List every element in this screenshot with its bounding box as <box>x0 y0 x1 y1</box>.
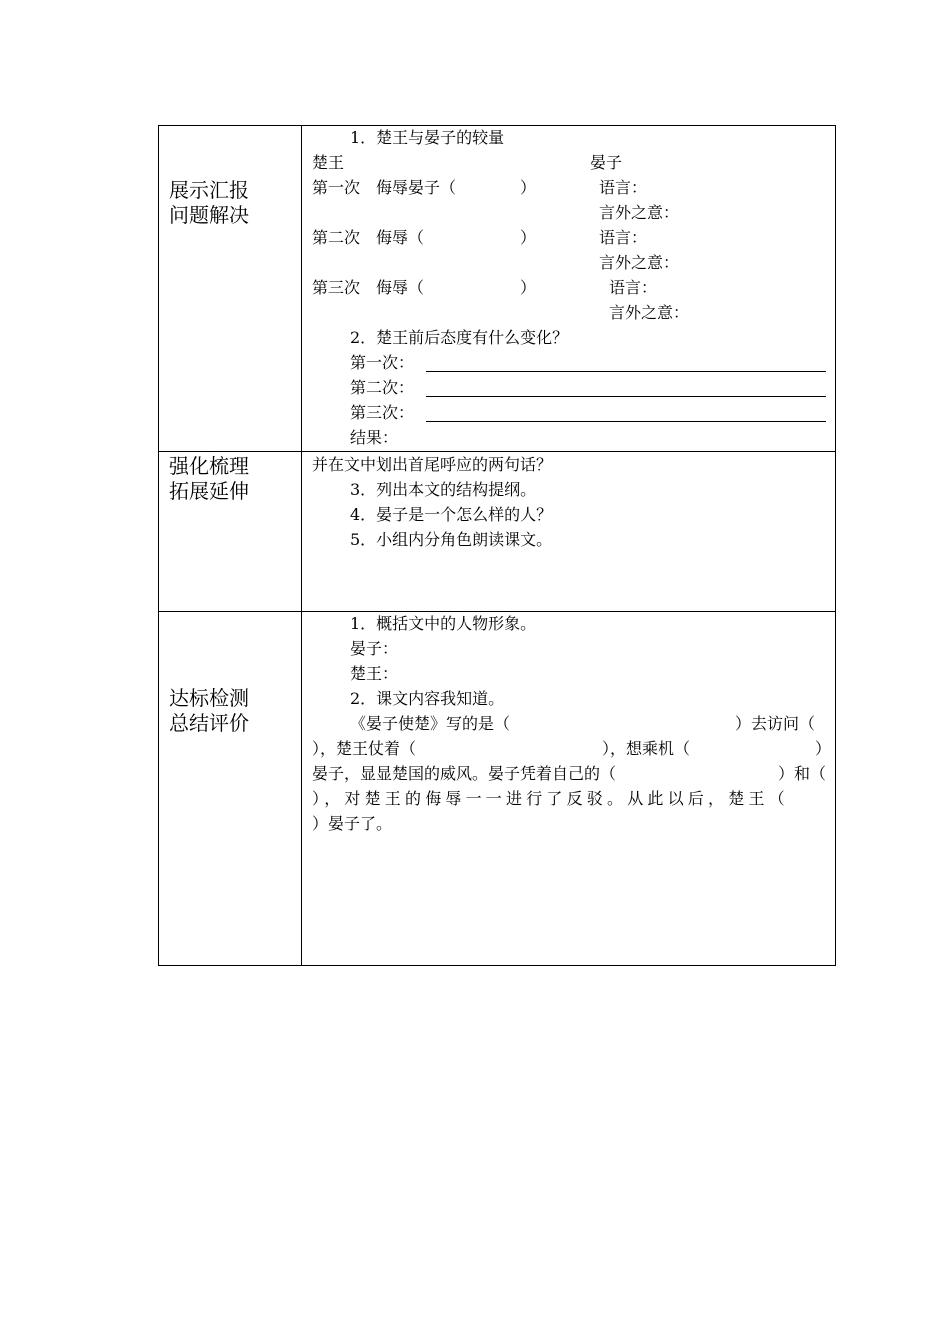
section-label-line: 总结评价 <box>169 711 249 735</box>
question-title: 1．楚王与晏子的较量 <box>350 128 505 147</box>
answer-line[interactable] <box>426 396 826 397</box>
section-label-cell <box>159 612 302 966</box>
character-yanzi-label: 晏子： <box>350 639 399 658</box>
response-speech-label: 语言： <box>609 278 658 297</box>
section-label-line: 展示汇报 <box>169 178 249 202</box>
task-line: 并在文中划出首尾呼应的两句话？ <box>312 455 553 474</box>
section-content <box>302 612 835 965</box>
attitude-result-label: 结果： <box>350 428 399 447</box>
section-label-line: 达标检测 <box>169 686 249 710</box>
response-meaning-label: 言外之意： <box>599 253 680 272</box>
section-content-cell <box>302 612 836 966</box>
attitude-third-label: 第三次： <box>350 403 415 422</box>
fill-blank-text: 晏子，显显楚国的威风。晏子凭着自己的（ <box>312 764 617 783</box>
response-meaning-label: 言外之意： <box>599 203 680 222</box>
section-label <box>159 686 301 736</box>
insult-round-3: 第三次 侮辱（ ） <box>312 278 537 297</box>
section-content <box>302 452 835 611</box>
task-line: 5．小组内分角色朗读课文。 <box>350 530 553 549</box>
insult-round-1: 第一次 侮辱晏子（ ） <box>312 178 537 197</box>
character-chu-king-label: 楚王： <box>350 664 399 683</box>
section-label-cell <box>159 126 302 452</box>
section-label-cell <box>159 452 302 612</box>
fill-blank-text: ）晏子了。 <box>312 814 393 833</box>
section-present-report-row <box>159 126 836 452</box>
response-meaning-label: 言外之意： <box>609 303 690 322</box>
fill-blank-text: ），对楚王的侮辱一一进行了反驳。从此以后，楚王（ <box>312 789 789 808</box>
fill-blank-text: ）去访问（ <box>735 714 816 733</box>
section-content-cell <box>302 452 836 612</box>
attitude-second-label: 第二次： <box>350 378 415 397</box>
task-line: 3．列出本文的结构提纲。 <box>350 480 537 499</box>
section-label <box>159 178 301 228</box>
response-speech-label: 语言： <box>599 228 648 247</box>
section-strengthen-extend-row <box>159 452 836 612</box>
answer-line[interactable] <box>426 371 826 372</box>
section-content-cell <box>302 126 836 452</box>
fill-blank-text: ），楚王仗着（ <box>312 739 417 758</box>
question-title: 2．楚王前后态度有什么变化？ <box>350 328 569 347</box>
fill-blank-text: ）和（ <box>778 764 827 783</box>
lesson-worksheet-table <box>158 125 836 966</box>
section-content <box>302 126 835 451</box>
question-title: 1．概括文中的人物形象。 <box>350 614 537 633</box>
section-label-line: 强化梳理 <box>169 454 249 478</box>
column-heading-chu-king: 楚王 <box>312 153 345 172</box>
fill-blank-text: 《晏子使楚》写的是（ <box>350 714 511 733</box>
answer-line[interactable] <box>426 421 826 422</box>
section-label-line: 拓展延伸 <box>169 479 249 503</box>
attitude-first-label: 第一次： <box>350 353 415 372</box>
column-heading-yanzi: 晏子 <box>590 153 623 172</box>
section-label-line: 问题解决 <box>169 203 249 227</box>
section-label <box>159 454 301 504</box>
task-line: 4．晏子是一个怎么样的人？ <box>350 505 553 524</box>
fill-blank-text: ） <box>815 739 832 758</box>
fill-blank-text: ），想乘机（ <box>602 739 691 758</box>
response-speech-label: 语言： <box>599 178 648 197</box>
question-title: 2．课文内容我知道。 <box>350 689 505 708</box>
insult-round-2: 第二次 侮辱（ ） <box>312 228 537 247</box>
section-assessment-row <box>159 612 836 966</box>
